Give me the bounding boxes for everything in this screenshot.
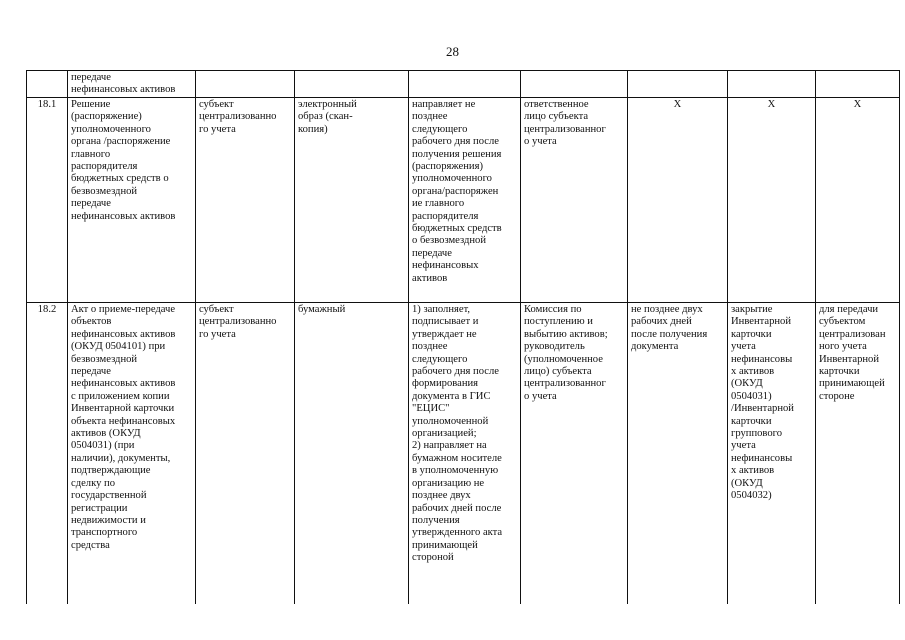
cell-num: 18.1 bbox=[27, 98, 68, 303]
cell-deadline bbox=[628, 71, 728, 98]
cell-transfer: для передачи субъектом централизован ного учета Инвентарной карточки принимающей стороне bbox=[816, 303, 900, 605]
cell-deadline: X bbox=[628, 98, 728, 303]
cell-form: электронный образ (скан- копия) bbox=[295, 98, 409, 303]
cell-result: X bbox=[728, 98, 816, 303]
table-row bbox=[27, 303, 900, 605]
document-table bbox=[26, 70, 900, 604]
cell-num bbox=[27, 71, 68, 98]
cell-transfer: X bbox=[816, 98, 900, 303]
cell-actions: направляет не позднее следующего рабочего дня после получения решения (распоряжения) уполномоченного органа/распоряжен ие главного распорядителя бюджетных средств о безвозмездной передаче нефинансовых активов bbox=[409, 98, 521, 303]
cell-document: Акт о приеме-передаче объектов нефинансовых активов (ОКУД 0504101) при безвозмездной передаче нефинансовых активов с приложением копии Инвентарной карточки объекта нефинансовых активов (ОКУД 0504031) (при наличии), документы, подтверждающие сделку по государственной регистрации недвижимости и транспортного средства bbox=[68, 303, 196, 605]
cell-form: бумажный bbox=[295, 303, 409, 605]
cell-actions: 1) заполняет, подписывает и утверждает не позднее следующего рабочего дня после формирования документа в ГИС "ЕЦИС" уполномоченной организацией; 2) направляет на бумажном носителе в уполномоченную организацию не позднее двух рабочих дней после получения утвержденного акта принимающей стороной bbox=[409, 303, 521, 605]
cell-deadline: не позднее двух рабочих дней после получения документа bbox=[628, 303, 728, 605]
cell-document: передаче нефинансовых активов bbox=[68, 71, 196, 98]
cell-author: субъект централизованно го учета bbox=[196, 303, 295, 605]
cell-num: 18.2 bbox=[27, 303, 68, 605]
cell-form bbox=[295, 71, 409, 98]
cell-result: закрытие Инвентарной карточки учета нефинансовы х активов (ОКУД 0504031) /Инвентарной карточки группового учета нефинансовы х активов (ОКУД 0504032) bbox=[728, 303, 816, 605]
table-row bbox=[27, 98, 900, 303]
cell-author bbox=[196, 71, 295, 98]
cell-actions bbox=[409, 71, 521, 98]
cell-result bbox=[728, 71, 816, 98]
page-number: 28 bbox=[446, 44, 459, 59]
cell-responsible bbox=[521, 71, 628, 98]
table-row-continued bbox=[27, 71, 900, 98]
cell-responsible: Комиссия по поступлению и выбытию активов; руководитель (уполномоченное лицо) субъекта централизованног о учета bbox=[521, 303, 628, 605]
cell-transfer bbox=[816, 71, 900, 98]
cell-author: субъект централизованно го учета bbox=[196, 98, 295, 303]
cell-responsible: ответственное лицо субъекта централизованног о учета bbox=[521, 98, 628, 303]
cell-document: Решение (распоряжение) уполномоченного органа /распоряжение главного распорядителя бюджетных средств о безвозмездной передаче нефинансовых активов bbox=[68, 98, 196, 303]
